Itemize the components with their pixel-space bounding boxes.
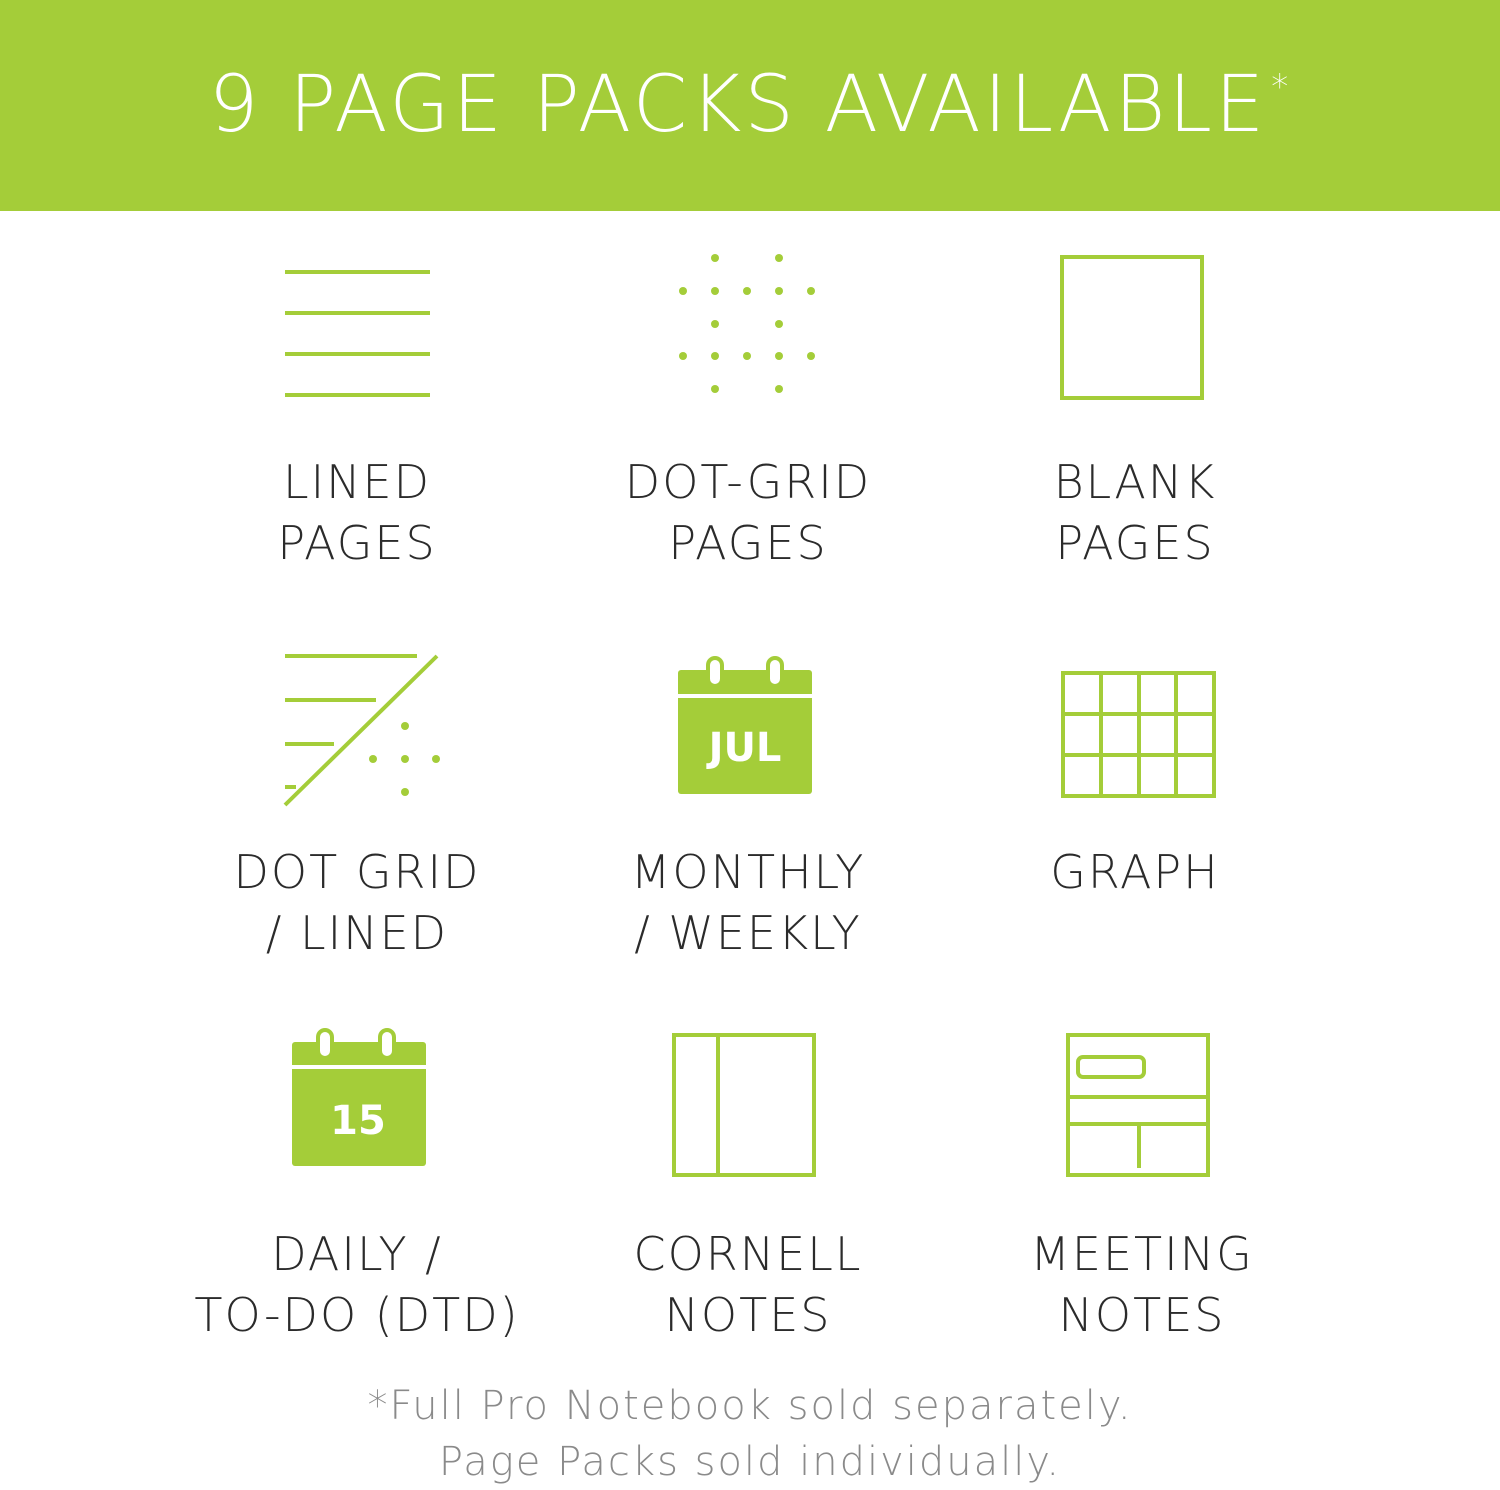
monthly-calendar-icon <box>674 652 820 798</box>
pack-label-meeting: MEETING NOTES <box>1030 1227 1254 1342</box>
pack-label-daily-todo: DAILY / TO-DO (DTD) <box>194 1227 520 1342</box>
daily-calendar-icon <box>288 1026 434 1172</box>
graph-grid-icon <box>1056 668 1222 804</box>
meeting-notes-icon <box>1062 1030 1216 1178</box>
calendar-day-text: 15 <box>330 1098 386 1144</box>
pack-label-graph: GRAPH <box>1050 845 1220 899</box>
dot-grid-lined-icon <box>280 650 450 810</box>
calendar-month-text: JUL <box>708 725 782 771</box>
title-asterisk: * <box>1271 67 1292 107</box>
lined-pages-icon <box>280 260 440 410</box>
pack-label-dot-grid: DOT-GRID PAGES <box>624 455 872 570</box>
pack-label-lined: LINED PAGES <box>277 455 437 570</box>
pack-label-cornell: CORNELL NOTES <box>633 1227 863 1342</box>
page-title <box>0 0 1500 211</box>
pack-label-monthly-weekly: MONTHLY / WEEKLY <box>630 845 866 960</box>
page-title-text: 9 PAGE PACKS AVAILABLE <box>208 60 1268 150</box>
dot-grid-pages-icon <box>670 250 830 400</box>
footnote <box>0 1378 1500 1490</box>
pack-label-blank: BLANK PAGES <box>1053 455 1217 570</box>
footnote-line-2: Page Packs sold individually. <box>438 1439 1062 1485</box>
cornell-notes-icon <box>668 1030 820 1178</box>
blank-pages-icon <box>1056 252 1212 404</box>
footnote-line-1: *Full Pro Notebook sold separately. <box>367 1383 1133 1429</box>
pack-label-dot-grid-lined: DOT GRID / LINED <box>233 845 481 960</box>
